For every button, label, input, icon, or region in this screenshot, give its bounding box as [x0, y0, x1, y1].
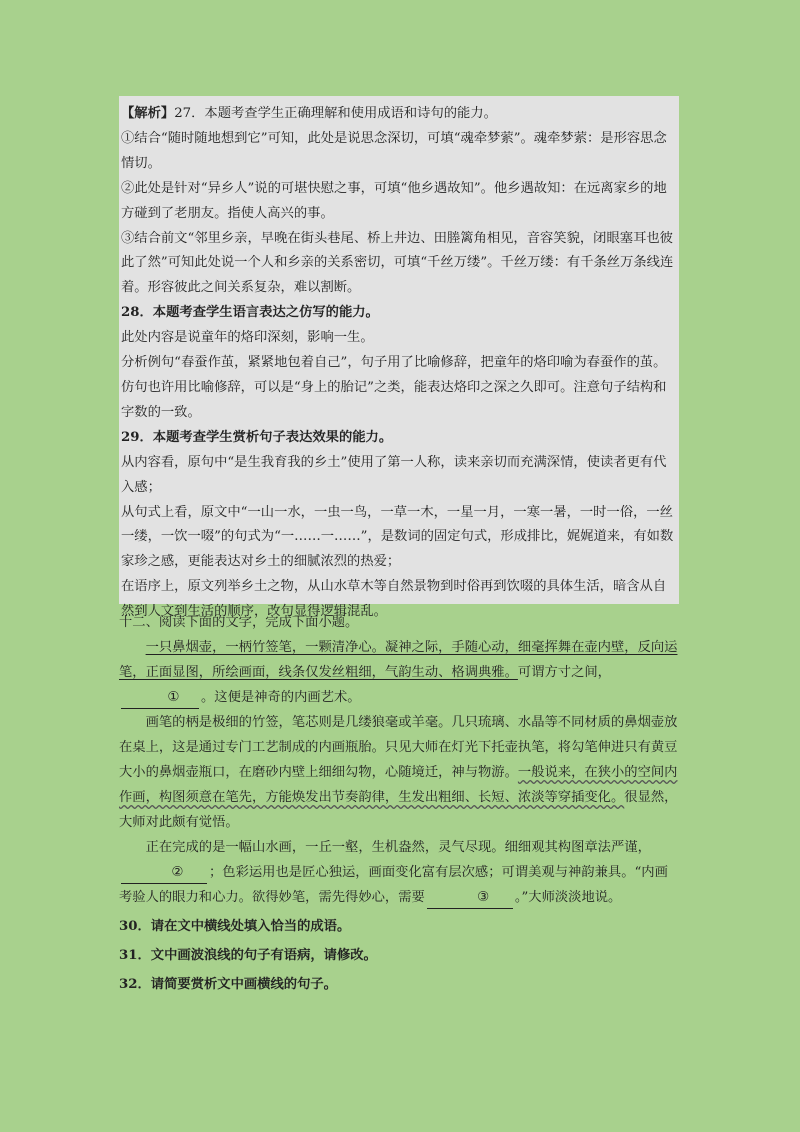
para3-end: 。”大师淡淡地说。	[514, 890, 622, 905]
para1-end: 。这便是神奇的内画艺术。	[201, 690, 361, 705]
passage-para-1	[119, 635, 679, 710]
para3-mid: ；色彩运用也是匠心独运，画面变化富有层次感；可谓美观与神韵兼具。“内画考验人的眼力和心力。欲得妙笔，需先得妙心，需要	[119, 865, 668, 905]
wavy-sentence: 一般说来，在狭小的空间内作画，构图须意在笔先，方能焕发出节奏韵律，生发出粗细、长短、浓淡等穿插变化。	[119, 765, 678, 805]
para3-start: 正在完成的是一幅山水画，一丘一壑，生机盎然，灵气尽现。细细观其构图章法严谨，	[145, 840, 651, 855]
q27-point-3: ③结合前文“邻里乡亲，早晚在街头巷尾、桥上井边、田塍篱角相见，音容笑貌，闭眼塞耳也彼此了然”可知此处说一个人和乡亲的关系密切，可填“千丝万缕”。千丝万缕：有千条丝万条线连着。形容彼此之间关系复杂，难以割断。	[121, 230, 674, 296]
q27-point-2: ②此处是针对“异乡人”说的可堪快慰之事，可填“他乡遇故知”。他乡遇故知：在远离家乡的地方碰到了老朋友。指使人高兴的事。	[121, 180, 667, 221]
question-32: 32．请简要赏析文中画横线的句子。	[119, 977, 337, 992]
question-31: 31．文中画波浪线的句子有语病，请修改。	[119, 948, 377, 963]
blank-2[interactable]: ②	[121, 863, 207, 884]
q29-title: 29．本题考查学生赏析句子表达效果的能力。	[121, 429, 393, 445]
answer-analysis-box	[119, 96, 679, 620]
para1-rest: 可谓方寸之间，	[517, 665, 611, 680]
q29-para-2: 从句式上看，原文中“一山一水，一虫一鸟，一草一木，一星一月，一寒一暑，一时一俗，一丝一缕，一饮一啜”的句式为“一……一……”，是数词的固定句式，形成排比，娓娓道来，有如数家珍之感，更能表达对乡土的细腻浓烈的热爱；	[121, 504, 674, 570]
para2-end: 很显然，大师对此颇有觉悟。	[119, 790, 678, 830]
section-title: 十二、阅读下面的文字，完成下面小题。	[119, 615, 359, 630]
q29-para-3: 在语序上，原文列举乡土之物，从山水草木等自然景物到时俗再到饮啜的具体生活，暗含从自然到人文到生活的顺序，改句显得逻辑混乱。	[121, 579, 667, 620]
blank-3[interactable]: ③	[427, 888, 513, 909]
analysis-label: 【解析】	[121, 106, 175, 121]
question-30: 30．请在文中横线处填入恰当的成语。	[119, 919, 351, 934]
underlined-sentence: 一只鼻烟壶，一柄竹签笔，一颗清净心。凝神之际，手随心动，细毫挥舞在壶内壁，反向运笔，正面显图，所绘画面，线条仅发丝粗细，气韵生动、格调典雅。	[119, 640, 678, 680]
blank-1[interactable]: ①	[121, 688, 199, 709]
reading-section	[119, 610, 679, 997]
passage-para-2	[119, 710, 679, 835]
q28-para-1: 此处内容是说童年的烙印深刻，影响一生。	[121, 330, 374, 346]
q29-para-1: 从内容看，原句中“是生我育我的乡土”使用了第一人称，读来亲切而充满深情，使读者更有代入感；	[121, 454, 667, 495]
q28-title: 28．本题考查学生语言表达之仿写的能力。	[121, 305, 379, 321]
q27-point-1: ①结合“随时随地想到它”可知，此处是说思念深切，可填“魂牵梦萦”。魂牵梦萦：是形容思念情切。	[121, 130, 667, 171]
para2-start: 画笔的柄是极细的竹签，笔芯则是几缕狼毫或羊毫。几只琉璃、水晶等不同材质的鼻烟壶放在桌上，这是通过专门工艺制成的内画瓶胎。只见大师在灯光下托壶执笔，将勾笔伸进只有黄豆大小的鼻烟壶瓶口，在磨砂内壁上细细勾物，心随境迁，神与物游。	[119, 715, 678, 780]
passage-para-3	[119, 835, 679, 910]
q28-para-2: 分析例句“春蚕作茧，紧紧地包着自己”，句子用了比喻修辞，把童年的烙印喻为春蚕作的茧。仿句也许用比喻修辞，可以是“身上的胎记”之类，能表达烙印之深之久即可。注意句子结构和字数的一致。	[121, 355, 667, 420]
q27-title: 27．本题考查学生正确理解和使用成语和诗句的能力。	[174, 106, 497, 121]
answer-header	[121, 102, 677, 127]
